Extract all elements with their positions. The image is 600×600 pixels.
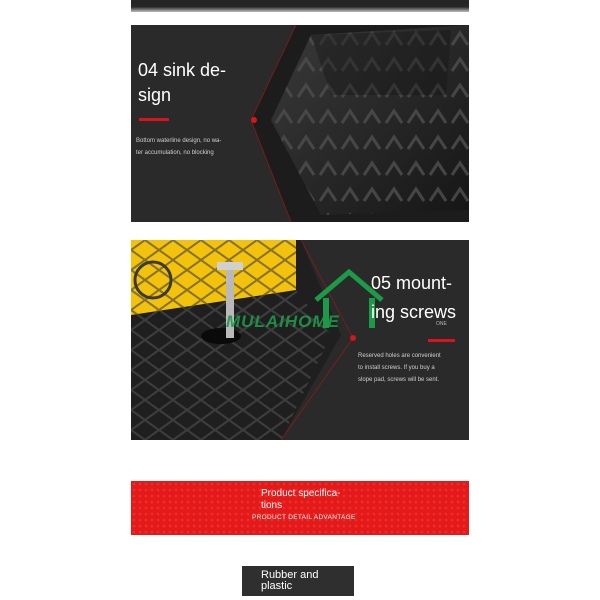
section-description: Bottom waterline design, no wa- ter accumulation, no blocking (136, 138, 222, 156)
banner-subtitle: PRODUCT DETAIL ADVANTAGE (252, 514, 356, 521)
section-description: Reserved holes are convenient to install screws. If you buy a slope pad, screws will be sent. (358, 353, 441, 383)
product-specifications-banner (131, 481, 469, 535)
sink-design-panel (131, 25, 469, 222)
material-label: Rubber and plastic (242, 566, 354, 596)
panel-shadow (131, 7, 469, 12)
accent-bar (139, 118, 169, 121)
brand-watermark: MULAIHOME (226, 312, 340, 331)
accent-bar (428, 339, 455, 342)
previous-panel-edge (131, 0, 469, 12)
small-caption: ONE (436, 321, 447, 327)
section-title: 04 sink de- sign (138, 60, 227, 105)
section-title: 05 mount- ing screws (371, 273, 457, 322)
rubber-ramp-bottom-image (251, 25, 469, 222)
mounting-screws-panel (131, 240, 469, 440)
banner-title: Product specifica- tions (261, 488, 341, 511)
